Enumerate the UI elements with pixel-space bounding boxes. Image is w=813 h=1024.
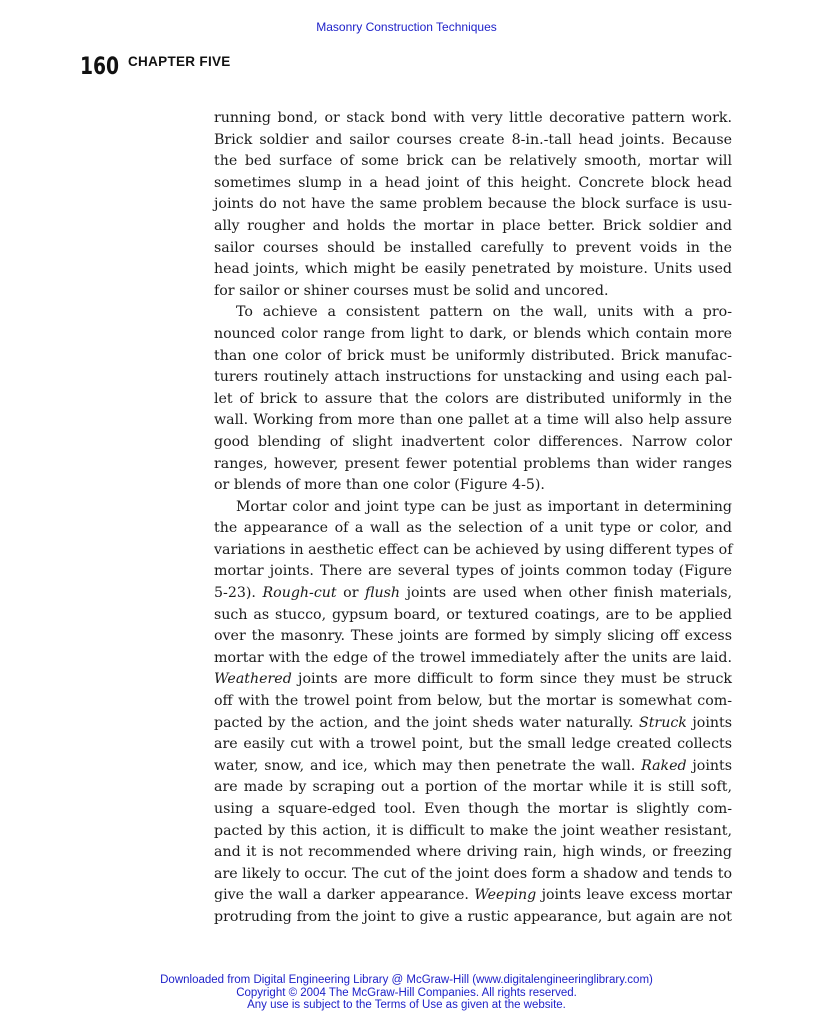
text-span: mortar with the edge of the trowel immediately after the units are laid. (214, 649, 732, 666)
body-text (214, 108, 732, 929)
text-span: or (336, 585, 366, 602)
text-span: the appearance of a wall as the selection of a unit type or color, and (214, 520, 732, 537)
text-span: To achieve a consistent pattern on the wall, units with a pro- (236, 304, 732, 321)
text-span: joints (686, 714, 732, 731)
text-span: running bond, or stack bond with very little decorative pattern work. (214, 110, 732, 126)
text-line (214, 367, 732, 389)
text-span: turers routinely attach instructions for unstacking and using each pal- (214, 369, 732, 386)
text-span: joints do not have the same problem because the block surface is usu- (214, 196, 732, 213)
text-span: are easily cut with a trowel point, but the small ledge created collects (214, 736, 732, 753)
text-span: or blends of more than one color (Figure 4-5). (214, 477, 545, 494)
text-span: let of brick to assure that the colors are distributed uniformly in the (214, 390, 732, 407)
text-span: pacted by the action, and the joint sheds water naturally. (214, 714, 640, 731)
text-span: the bed surface of some brick can be relatively smooth, mortar will (214, 153, 732, 170)
text-span: using a square-edged tool. Even though the mortar is slightly com- (214, 801, 732, 817)
text-line (214, 346, 732, 368)
text-line (214, 605, 732, 627)
text-line (214, 626, 732, 648)
text-line (214, 669, 732, 691)
text-span: 5-23). (214, 585, 263, 602)
text-line (214, 194, 732, 216)
text-line (214, 432, 732, 454)
text-span: than one color of brick must be uniformly distributed. Brick manufac- (214, 347, 732, 364)
text-span: water, snow, and ice, which may then penetrate the wall. (214, 757, 642, 774)
text-line (214, 151, 732, 173)
emphasized-term: Weeping (474, 887, 537, 904)
text-line (214, 799, 732, 821)
text-span: give the wall a darker appearance. (214, 887, 475, 904)
text-line (214, 561, 732, 583)
text-span: for sailor or shiner courses must be solid and uncored. (214, 282, 609, 299)
text-span: ally rougher and holds the mortar in place better. Brick soldier and (214, 217, 732, 234)
text-span: joints are more difficult to form since they must be struck (291, 671, 732, 688)
text-span: wall. Working from more than one pallet at a time will also help assure (214, 412, 732, 429)
text-span: head joints, which might be easily penetrated by moisture. Units used (214, 261, 732, 278)
text-span: Mortar color and joint type can be just as important in determining (236, 498, 732, 515)
text-line (214, 885, 732, 907)
text-span: joints leave excess mortar (536, 887, 732, 904)
text-span: off with the trowel point from below, but the mortar is somewhat com- (214, 693, 732, 710)
footer (0, 974, 813, 1012)
text-span: variations in aesthetic effect can be achieved by using different types of (214, 541, 733, 558)
text-line (214, 475, 732, 497)
text-line (214, 540, 732, 562)
text-span: joints are used when other finish materials, (400, 585, 733, 602)
text-line (214, 324, 732, 346)
text-span: such as stucco, gypsum board, or textured coatings, are to be applied (214, 606, 732, 623)
chapter-title: CHAPTER FIVE (128, 54, 231, 69)
text-line (214, 864, 732, 886)
text-line (214, 216, 732, 238)
text-span: protruding from the joint to give a rustic appearance, but again are not (214, 908, 732, 925)
text-span: sailor courses should be installed carefully to prevent voids in the (214, 239, 732, 256)
header-title-link[interactable]: Masonry Construction Techniques (316, 20, 497, 34)
emphasized-term: Raked (641, 757, 687, 774)
footer-copyright-line: Copyright © 2004 The McGraw-Hill Companies. All rights reserved. (236, 986, 577, 999)
emphasized-term: Weathered (214, 671, 292, 688)
footer-terms-line: Any use is subject to the Terms of Use as given at the website. (247, 999, 566, 1011)
text-line (214, 518, 732, 540)
text-line (214, 821, 732, 843)
text-line (214, 302, 732, 324)
text-span: are likely to occur. The cut of the joint does form a shadow and tends to (214, 865, 732, 882)
text-line (214, 648, 732, 670)
text-line (214, 130, 732, 152)
page-number: 160 (80, 52, 120, 80)
text-span: mortar joints. There are several types of joints common today (Figure (214, 563, 732, 580)
text-line (214, 281, 732, 303)
text-line (214, 777, 732, 799)
text-line (214, 907, 732, 929)
text-line (214, 173, 732, 195)
text-line (214, 238, 732, 260)
text-line (214, 497, 732, 519)
text-line (214, 734, 732, 756)
emphasized-term: Struck (639, 714, 687, 731)
text-span: over the masonry. These joints are formed by simply slicing off excess (214, 628, 732, 645)
text-line (214, 389, 732, 411)
text-span: pacted by this action, it is difficult to make the joint weather resistant, (214, 822, 732, 839)
emphasized-term: Rough-cut (262, 585, 337, 602)
text-span: and it is not recommended where driving rain, high winds, or freezing (214, 844, 732, 861)
text-line (214, 842, 732, 864)
text-span: sometimes slump in a head joint of this height. Concrete block head (214, 174, 732, 191)
text-span: good blending of slight inadvertent color differences. Narrow color (214, 433, 732, 450)
text-span: Brick soldier and sailor courses create 8-in.-tall head joints. Because (214, 131, 732, 148)
text-span: are made by scraping out a portion of the mortar while it is still soft, (214, 779, 732, 796)
text-line (214, 756, 732, 778)
text-line (214, 259, 732, 281)
text-line (214, 454, 732, 476)
text-line (214, 108, 732, 130)
text-line (214, 713, 732, 735)
emphasized-term: flush (365, 585, 401, 602)
text-span: ranges, however, present fewer potential problems than wider ranges (214, 455, 732, 472)
footer-download-line[interactable]: Downloaded from Digital Engineering Library @ McGraw-Hill (www.digitalengineeringlibrary.com) (160, 974, 653, 986)
text-line (214, 691, 732, 713)
text-span: joints (686, 757, 733, 774)
text-span: nounced color range from light to dark, or blends which contain more (214, 325, 732, 342)
text-line (214, 410, 732, 432)
text-line (214, 583, 732, 605)
